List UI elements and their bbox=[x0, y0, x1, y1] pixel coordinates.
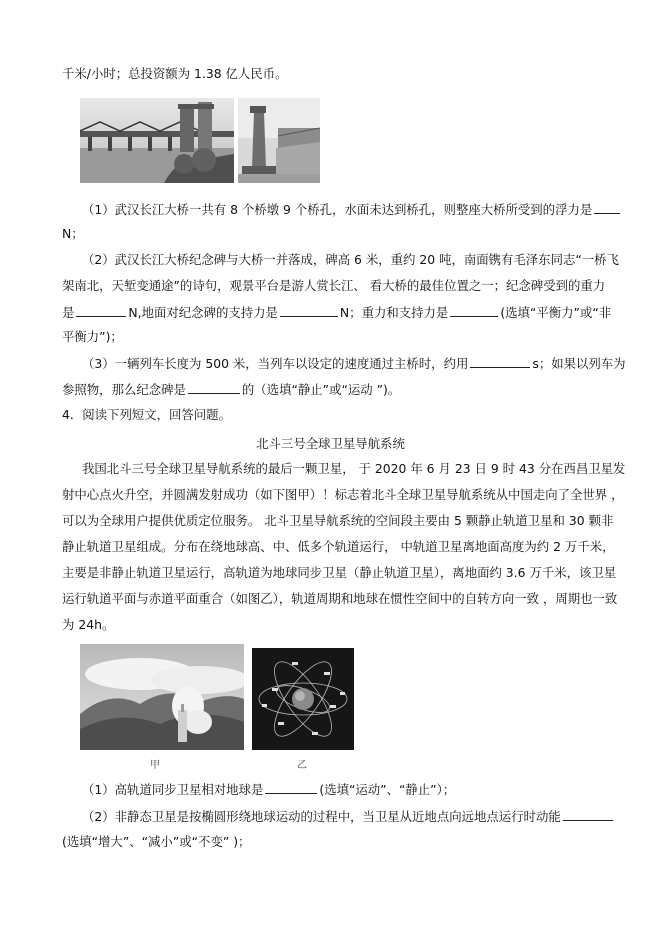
caption-right: 乙 bbox=[297, 760, 307, 771]
b2-line1 bbox=[82, 808, 615, 825]
q3-line1 bbox=[82, 355, 626, 372]
q3-line2 bbox=[62, 381, 400, 398]
q1-blank[interactable] bbox=[594, 201, 620, 214]
b2-text: （2）非静态卫星是按椭圆形绕地球运动的过程中，当卫星从近地点向远地点运行时动能 bbox=[82, 809, 561, 824]
satellite-orbit-image bbox=[252, 648, 354, 750]
article-title: 北斗三号全球卫星导航系统 bbox=[256, 436, 405, 451]
b1-blank[interactable] bbox=[265, 781, 317, 794]
q2-text-b: N,地面对纪念碑的支持力是 bbox=[128, 305, 278, 320]
monument-photo bbox=[238, 98, 320, 183]
section-4-heading: 4．阅读下列短文，回答问题。 bbox=[62, 407, 231, 422]
paragraph-line: 主要是非静止轨道卫星运行，高轨道为地球同步卫星（静止轨道卫星），离地面约 3.6 万千米，该卫星 bbox=[62, 565, 617, 580]
b1-text-a: （1）高轨道同步卫星相对地球是 bbox=[82, 782, 264, 797]
q1-text: （1）武汉长江大桥一共有 8 个桥墩 9 个桥孔，水面未达到桥孔，则整座大桥所受到的浮力是 bbox=[82, 202, 593, 217]
satellite-orbit-graphic bbox=[252, 648, 354, 750]
q2-blank-gravity[interactable] bbox=[76, 304, 126, 317]
q2-text-c: N；重力和支持力是 bbox=[339, 305, 449, 320]
q2-line4: 平衡力”)； bbox=[62, 329, 123, 344]
q3-blank-time[interactable] bbox=[470, 355, 530, 368]
q2-line2: 架南北，天堑变通途”的诗句，观景平台是游人赏长江、 看大桥的最佳位置之一；纪念碑受到的重力 bbox=[62, 278, 606, 293]
q2-blank-support[interactable] bbox=[280, 304, 338, 317]
b2-blank[interactable] bbox=[563, 808, 613, 821]
q2-blank-balance[interactable] bbox=[450, 304, 498, 317]
launch-photo-graphic bbox=[80, 644, 244, 750]
paragraph-line: 射中心点火升空，并圆满发射成功（如下图甲）！标志着北斗全球卫星导航系统从中国走向了全世界 ， bbox=[62, 487, 624, 502]
bridge-photo bbox=[80, 98, 234, 183]
q3-text-b: s；如果以列车为 bbox=[532, 356, 626, 371]
paragraph-line: 为 24h。 bbox=[62, 617, 115, 632]
q3-text-c: 参照物，那么纪念碑是 bbox=[62, 382, 186, 397]
b1-line bbox=[82, 781, 455, 798]
q2-line1: （2）武汉长江大桥纪念碑与大桥一并落成，碑高 6 米，重约 20 吨，南面镌有毛泽东同志“一桥飞 bbox=[82, 252, 619, 267]
q2-line3 bbox=[62, 304, 611, 321]
q1-line bbox=[82, 201, 622, 218]
launch-photo bbox=[80, 644, 244, 750]
b2-line2: (选填“增大”、“减小”或“不变” )； bbox=[62, 834, 251, 849]
top-line: 千米/小时；总投资额为 1.38 亿人民币。 bbox=[62, 66, 288, 81]
b1-text-b: (选填“运动”、“静止”）； bbox=[319, 782, 456, 797]
q2-text-d: (选填“平衡力”或“非 bbox=[500, 305, 612, 320]
paragraph-line: 运行轨道平面与赤道平面重合（如图乙），轨道周期和地球在惯性空间中的自转方向一致 ，周期也一致 bbox=[62, 591, 618, 606]
q3-text-d: 的（选填“静止”或“运动 ”)。 bbox=[241, 382, 401, 397]
q1-unit: N； bbox=[62, 226, 84, 241]
monument-photo-graphic bbox=[238, 98, 320, 183]
paragraph-line: 可以为全球用户提供优质定位服务。 北斗卫星导航系统的空间段主要由 5 颗静止轨道卫星和 30 颗非 bbox=[62, 513, 614, 528]
bridge-photo-graphic bbox=[80, 98, 234, 183]
q2-text-a: 是 bbox=[62, 305, 75, 320]
paragraph-line: 静止轨道卫星组成。分布在绕地球高、中、低多个轨道运行， 中轨道卫星离地面高度为约 2 万千米， bbox=[62, 539, 615, 554]
caption-left: 甲 bbox=[150, 760, 160, 771]
q3-blank-state[interactable] bbox=[188, 381, 240, 394]
q3-text-a: （3）一辆列车长度为 500 米，当列车以设定的速度通过主桥时，约用 bbox=[82, 356, 469, 371]
paragraph-line: 我国北斗三号全球卫星导航系统的最后一颗卫星， 于 2020 年 6 月 23 日 9 时 43 分在西昌卫星发 bbox=[82, 461, 626, 476]
